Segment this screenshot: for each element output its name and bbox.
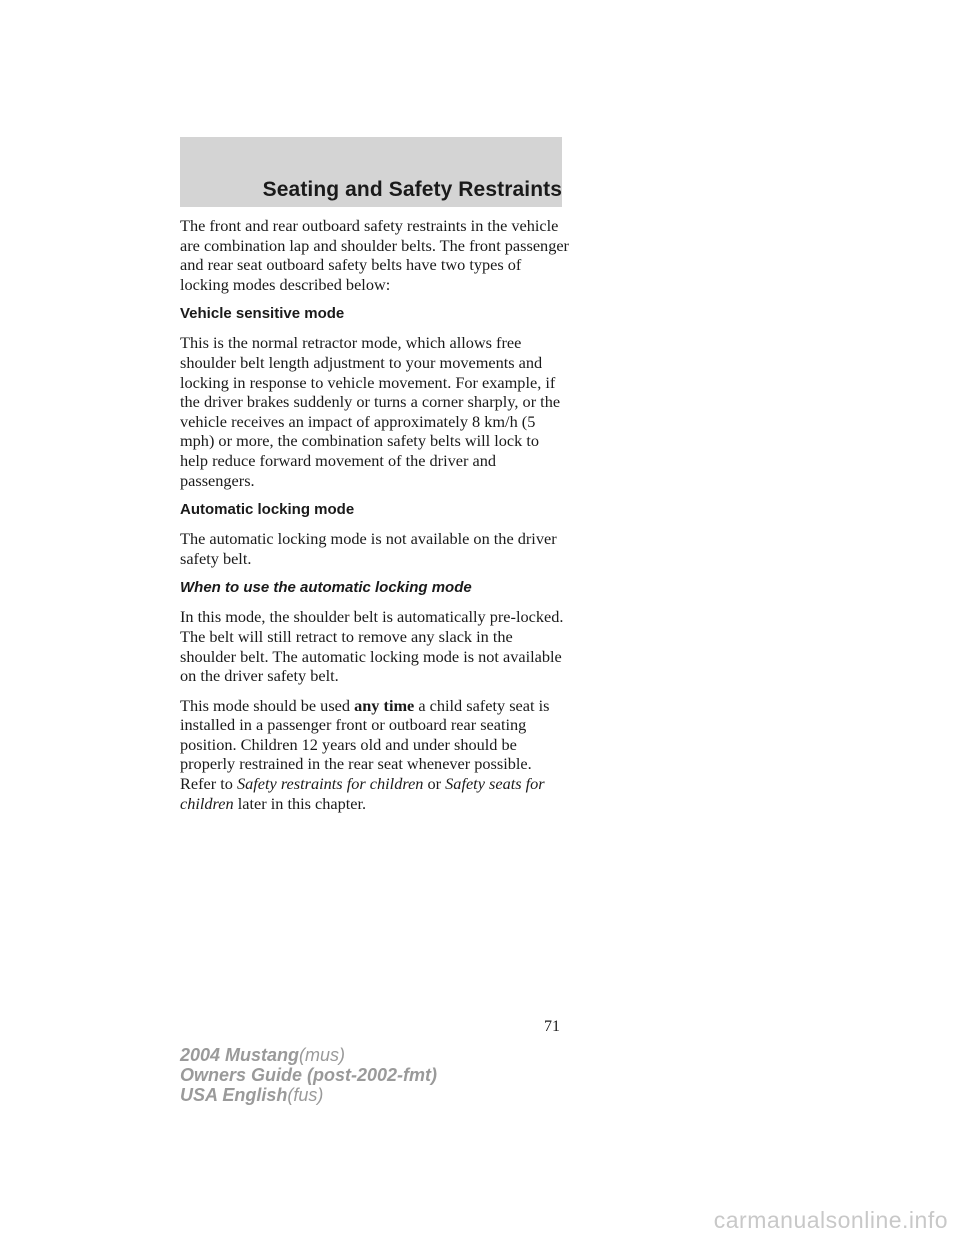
vehicle-sensitive-heading: Vehicle sensitive mode bbox=[180, 305, 345, 323]
when-to-use-heading: When to use the automatic locking mode bbox=[180, 579, 472, 597]
child-seat-text-2: a child safety seat is installed in a passenger front or outboard rear seating position. Children 12 years old and under should be properly restrained in the rear seat whenever possible. Refer to bbox=[180, 695, 550, 794]
footer-model-code: (mus) bbox=[299, 1045, 346, 1065]
page-number: 71 bbox=[544, 1018, 560, 1035]
ref-safety-restraints-for-children: Safety restraints for children bbox=[236, 774, 424, 794]
automatic-locking-heading: Automatic locking mode bbox=[180, 501, 355, 519]
child-seat-paragraph bbox=[180, 696, 570, 814]
vehicle-sensitive-paragraph: This is the normal retractor mode, which allows free shoulder belt length adjustment to your movements and locking in response to vehicle movement. For example, if the driver brakes suddenly or turns a corner sharply, or the vehicle receives an impact of approximately 8 km/h (5 mph) or more, the combination safety belts will lock to help reduce forward movement of the driver and passengers. bbox=[180, 333, 561, 490]
child-seat-text-or: or bbox=[427, 774, 442, 794]
any-time-emphasis: any time bbox=[354, 695, 415, 715]
section-title: Seating and Safety Restraints bbox=[262, 178, 562, 201]
footer-line-model bbox=[180, 1045, 437, 1065]
child-seat-text-end: later in this chapter. bbox=[237, 793, 367, 813]
site-watermark: carmanualsonline.info bbox=[713, 1207, 948, 1233]
footer-language-code: (fus) bbox=[287, 1085, 324, 1105]
page-content bbox=[180, 216, 570, 823]
ref-safety-seats-for-children: Safety seats for children bbox=[180, 774, 545, 813]
intro-paragraph: The front and rear outboard safety restraints in the vehicle are combination lap and shoulder belts. The front passenger and rear seat outboard safety belts have two types of locking modes described below: bbox=[180, 216, 569, 294]
footer-guide: Owners Guide (post-2002-fmt) bbox=[180, 1065, 438, 1085]
footer-language: USA English bbox=[180, 1085, 288, 1105]
document-footer bbox=[180, 1045, 437, 1105]
automatic-locking-paragraph: The automatic locking mode is not available on the driver safety belt. bbox=[180, 529, 557, 568]
child-seat-text-1: This mode should be used bbox=[180, 695, 351, 715]
when-to-use-paragraph: In this mode, the shoulder belt is automatically pre-locked. The belt will still retract to remove any slack in the shoulder belt. The automatic locking mode is not available on the driver safety belt. bbox=[180, 607, 564, 686]
section-header-band bbox=[180, 137, 562, 207]
footer-model: 2004 Mustang bbox=[180, 1045, 300, 1065]
footer-line-language bbox=[180, 1085, 437, 1105]
